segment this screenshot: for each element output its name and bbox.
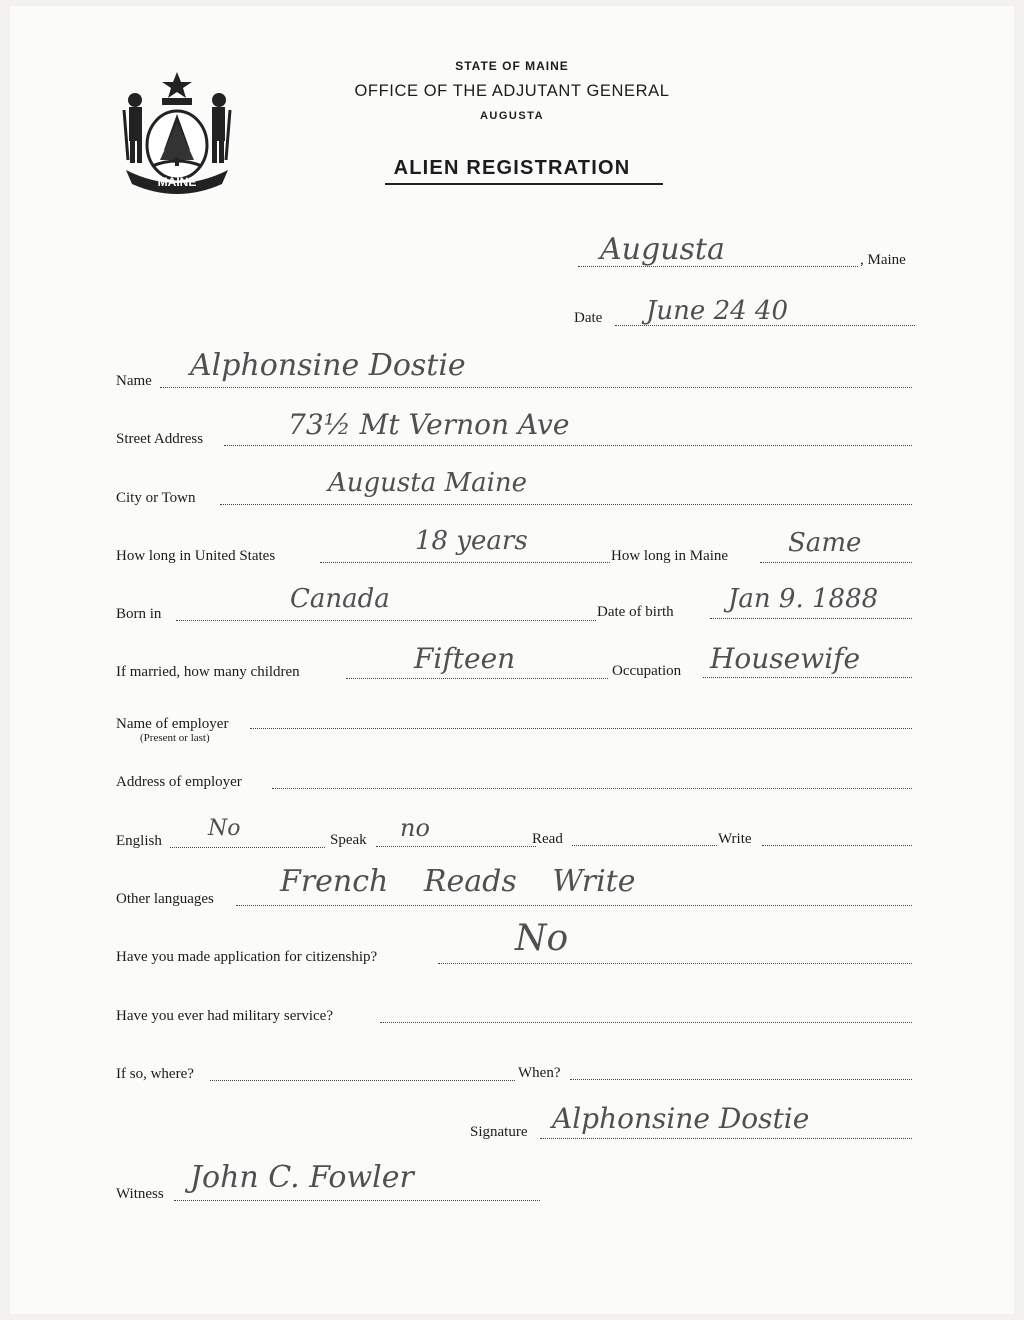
city-label: City or Town <box>116 490 196 506</box>
other-languages-value: French Reads Write <box>280 864 636 899</box>
write-label: Write <box>718 831 752 847</box>
citizenship-line <box>438 963 912 964</box>
date-of-birth-line <box>710 618 912 619</box>
how-long-maine-value: Same <box>788 528 862 558</box>
name-label: Name <box>116 373 152 389</box>
read-label: Read <box>532 831 563 847</box>
city-value: Augusta Maine <box>328 468 528 498</box>
english-value: No <box>208 816 241 841</box>
witness-value: John C. Fowler <box>190 1160 414 1195</box>
where-label: If so, where? <box>116 1066 194 1082</box>
where-line <box>210 1080 515 1081</box>
how-long-us-label: How long in United States <box>116 548 276 564</box>
when-line <box>570 1079 912 1080</box>
employer-address-line <box>272 788 912 789</box>
witness-label: Witness <box>116 1186 164 1202</box>
other-languages-line <box>236 905 912 906</box>
signature-line <box>540 1138 912 1139</box>
signature-value: Alphonsine Dostie <box>552 1102 810 1135</box>
signature-label: Signature <box>470 1124 528 1140</box>
date-value: June 24 40 <box>646 296 788 326</box>
citizenship-label: Have you made application for citizenship? <box>116 949 378 965</box>
military-line <box>380 1022 912 1023</box>
street-address-label: Street Address <box>116 431 204 447</box>
other-languages-label: Other languages <box>116 891 214 907</box>
employer-name-line <box>250 728 912 729</box>
speak-label: Speak <box>330 832 367 848</box>
employer-address-label: Address of employer <box>116 774 242 790</box>
header-office: OFFICE OF THE ADJUTANT GENERAL <box>354 82 670 100</box>
occupation-value: Housewife <box>710 642 861 675</box>
how-long-us-line <box>320 562 610 563</box>
english-line <box>170 847 325 848</box>
how-long-maine-label: How long in Maine <box>611 548 729 564</box>
name-value: Alphonsine Dostie <box>190 348 466 383</box>
street-address-line <box>224 445 912 446</box>
employer-name-sublabel: (Present or last) <box>140 732 210 744</box>
street-address-value: 73½ Mt Vernon Ave <box>288 408 570 441</box>
occupation-label: Occupation <box>612 663 682 679</box>
speak-line <box>376 846 536 847</box>
employer-name-label: Name of employer <box>116 716 229 732</box>
form-title: ALIEN REGISTRATION <box>393 157 631 179</box>
header-city: AUGUSTA <box>479 110 545 122</box>
english-label: English <box>116 833 162 849</box>
header-state: STATE OF MAINE <box>455 59 569 73</box>
date-label: Date <box>574 310 603 326</box>
how-long-maine-line <box>760 562 912 563</box>
witness-line <box>174 1200 540 1201</box>
city-line <box>220 504 912 505</box>
registration-form-page <box>10 6 1014 1314</box>
born-in-label: Born in <box>116 606 162 622</box>
seal-text: MAINE <box>157 175 197 189</box>
date-of-birth-label: Date of birth <box>597 604 674 620</box>
occupation-line <box>703 677 912 678</box>
children-value: Fifteen <box>414 642 516 675</box>
citizenship-value: No <box>515 918 569 959</box>
title-underline <box>385 183 663 185</box>
name-line <box>160 387 912 388</box>
when-label: When? <box>518 1065 561 1081</box>
place-suffix: , Maine <box>860 252 906 268</box>
military-label: Have you ever had military service? <box>116 1008 333 1024</box>
children-label: If married, how many children <box>116 664 300 680</box>
born-in-line <box>176 620 596 621</box>
speak-value: no <box>400 814 430 842</box>
read-line <box>572 845 717 846</box>
write-line <box>762 845 912 846</box>
date-of-birth-value: Jan 9. 1888 <box>728 584 879 614</box>
children-line <box>346 678 608 679</box>
place-value: Augusta <box>600 232 725 267</box>
how-long-us-value: 18 years <box>415 526 528 556</box>
born-in-value: Canada <box>290 584 390 614</box>
